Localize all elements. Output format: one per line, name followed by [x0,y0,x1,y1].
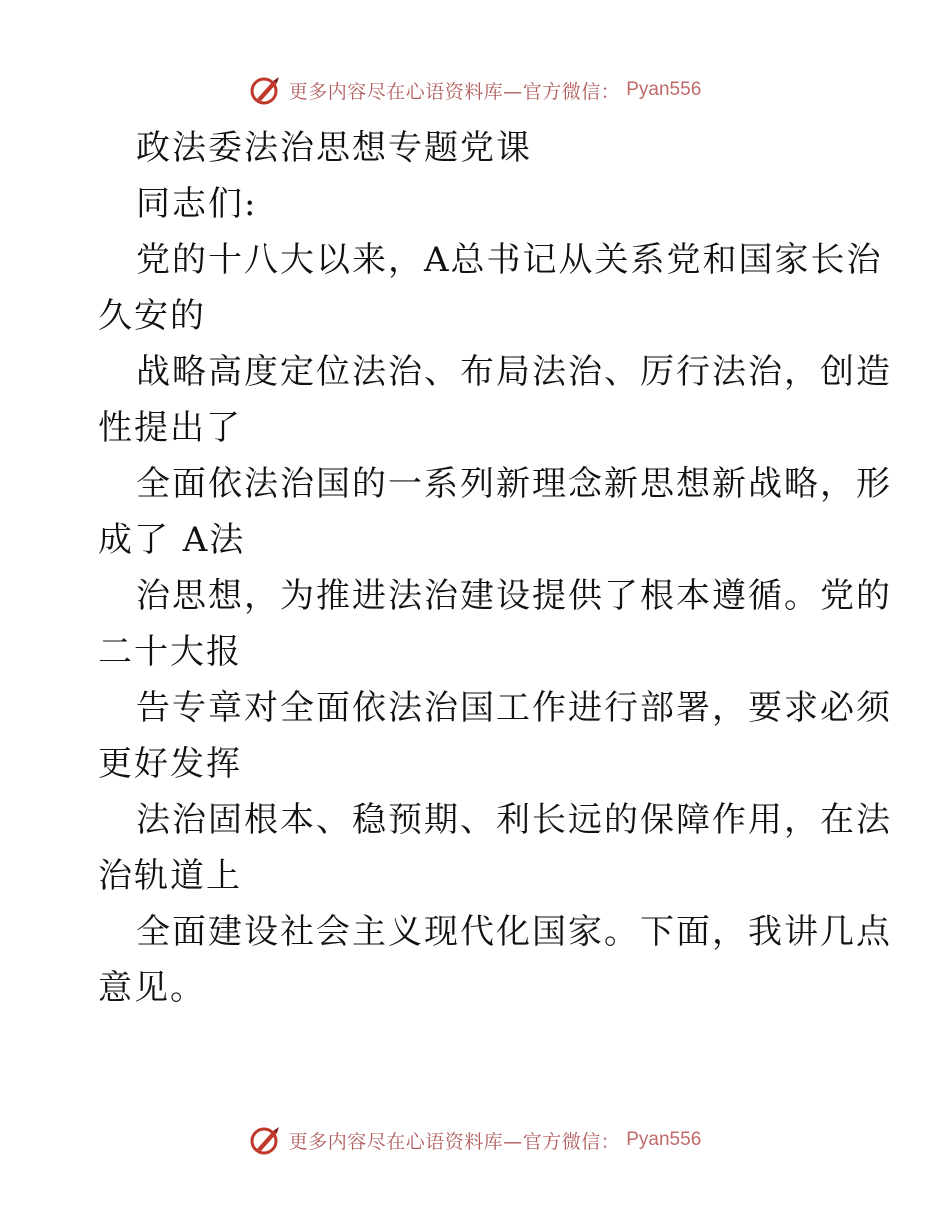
paragraph-line: 二十大报 [98,632,242,672]
paragraph-line: 治思想，为推进法治建设提供了根本遵循。党的 [136,576,892,616]
paragraph-line: 法治固根本、稳预期、利长远的保障作用，在法 [136,800,892,840]
paragraph-line: 党的十八大以来，A总书记从关系党和国家长治 [136,240,883,280]
paragraph-line: 更好发挥 [98,744,242,784]
header-banner-text: 更多内容尽在心语资料库—官方微信： [288,80,621,103]
paragraph-line: 治轨道上 [98,856,242,896]
paragraph-line: 成了 A法 [98,520,246,560]
pen-logo-icon [249,1123,283,1157]
document-title: 政法委法治思想专题党课 [136,128,532,168]
paragraph-line: 久安的 [98,296,206,336]
salutation: 同志们: [136,184,258,224]
pen-logo-icon [249,73,283,107]
footer-banner [0,1120,950,1160]
paragraph-line: 性提出了 [98,408,242,448]
footer-wechat-id: Pyan556 [626,1129,702,1150]
paragraph-line: 意见。 [98,968,206,1008]
header-wechat-id: Pyan556 [626,79,702,100]
header-banner [0,70,950,110]
paragraph-line: 战略高度定位法治、布局法治、厉行法治，创造 [136,352,892,392]
document-body [98,120,892,1016]
paragraph-line: 全面建设社会主义现代化国家。下面，我讲几点 [136,912,892,952]
paragraph-line: 告专章对全面依法治国工作进行部署，要求必须 [136,688,892,728]
paragraph-line: 全面依法治国的一系列新理念新思想新战略，形 [136,464,892,504]
footer-banner-text: 更多内容尽在心语资料库—官方微信： [288,1130,621,1153]
